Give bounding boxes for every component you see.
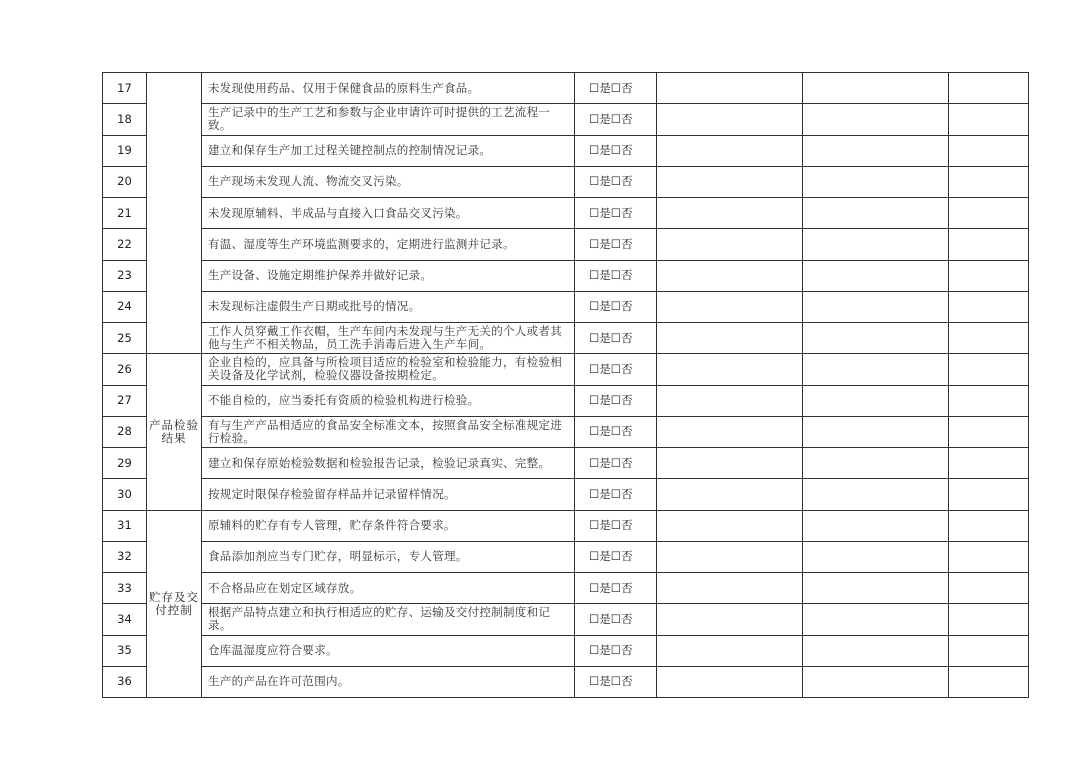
blank-cell[interactable] <box>657 666 803 697</box>
blank-cell[interactable] <box>657 354 803 385</box>
yes-no-checkbox[interactable]: ☐是☐否 <box>575 510 657 541</box>
table-row <box>103 416 1029 447</box>
row-number: 26 <box>103 354 147 385</box>
check-item-text: 不合格品应在划定区域存放。 <box>202 573 575 604</box>
row-number: 20 <box>103 166 147 197</box>
yes-no-checkbox[interactable]: ☐是☐否 <box>575 104 657 135</box>
blank-cell[interactable] <box>949 260 1029 291</box>
check-item-text: 未发现原辅料、半成品与直接入口食品交叉污染。 <box>202 198 575 229</box>
blank-cell[interactable] <box>657 416 803 447</box>
blank-cell[interactable] <box>803 135 949 166</box>
blank-cell[interactable] <box>657 198 803 229</box>
blank-cell[interactable] <box>657 604 803 635</box>
yes-no-checkbox[interactable]: ☐是☐否 <box>575 635 657 666</box>
row-number: 24 <box>103 291 147 322</box>
check-item-text: 建立和保存生产加工过程关键控制点的控制情况记录。 <box>202 135 575 166</box>
blank-cell[interactable] <box>803 198 949 229</box>
blank-cell[interactable] <box>803 666 949 697</box>
blank-cell[interactable] <box>657 104 803 135</box>
blank-cell[interactable] <box>803 166 949 197</box>
blank-cell[interactable] <box>657 73 803 104</box>
blank-cell[interactable] <box>949 166 1029 197</box>
checklist-table <box>102 72 1029 698</box>
yes-no-checkbox[interactable]: ☐是☐否 <box>575 541 657 572</box>
table-row <box>103 354 1029 385</box>
blank-cell[interactable] <box>949 135 1029 166</box>
blank-cell[interactable] <box>949 73 1029 104</box>
row-number: 23 <box>103 260 147 291</box>
blank-cell[interactable] <box>949 291 1029 322</box>
row-number: 19 <box>103 135 147 166</box>
table-row <box>103 135 1029 166</box>
table-row <box>103 604 1029 635</box>
blank-cell[interactable] <box>949 416 1029 447</box>
row-number: 27 <box>103 385 147 416</box>
check-item-text: 未发现标注虚假生产日期或批号的情况。 <box>202 291 575 322</box>
check-item-text: 根据产品特点建立和执行相适应的贮存、运输及交付控制制度和记录。 <box>202 604 575 635</box>
row-number: 22 <box>103 229 147 260</box>
blank-cell[interactable] <box>949 229 1029 260</box>
blank-cell[interactable] <box>803 104 949 135</box>
table-row <box>103 323 1029 354</box>
row-number: 33 <box>103 573 147 604</box>
blank-cell[interactable] <box>803 635 949 666</box>
table-row <box>103 510 1029 541</box>
check-item-text: 生产记录中的生产工艺和参数与企业申请许可时提供的工艺流程一致。 <box>202 104 575 135</box>
blank-cell[interactable] <box>803 229 949 260</box>
blank-cell[interactable] <box>803 385 949 416</box>
yes-no-checkbox[interactable]: ☐是☐否 <box>575 166 657 197</box>
yes-no-checkbox[interactable]: ☐是☐否 <box>575 479 657 510</box>
blank-cell[interactable] <box>803 354 949 385</box>
blank-cell[interactable] <box>803 416 949 447</box>
blank-cell[interactable] <box>803 448 949 479</box>
check-item-text: 按规定时限保存检验留存样品并记录留样情况。 <box>202 479 575 510</box>
yes-no-checkbox[interactable]: ☐是☐否 <box>575 416 657 447</box>
blank-cell[interactable] <box>803 541 949 572</box>
blank-cell[interactable] <box>949 104 1029 135</box>
table-row <box>103 291 1029 322</box>
check-item-text: 有温、湿度等生产环境监测要求的，定期进行监测并记录。 <box>202 229 575 260</box>
blank-cell[interactable] <box>949 354 1029 385</box>
blank-cell[interactable] <box>657 323 803 354</box>
blank-cell[interactable] <box>803 573 949 604</box>
row-number: 21 <box>103 198 147 229</box>
checklist-body <box>103 73 1029 698</box>
blank-cell[interactable] <box>949 666 1029 697</box>
check-item-text: 不能自检的，应当委托有资质的检验机构进行检验。 <box>202 385 575 416</box>
check-item-text: 建立和保存原始检验数据和检验报告记录，检验记录真实、完整。 <box>202 448 575 479</box>
row-number: 34 <box>103 604 147 635</box>
yes-no-checkbox[interactable]: ☐是☐否 <box>575 73 657 104</box>
blank-cell[interactable] <box>657 448 803 479</box>
category-label: 产品检验结果 <box>149 417 199 445</box>
blank-cell[interactable] <box>803 510 949 541</box>
table-row <box>103 573 1029 604</box>
blank-cell[interactable] <box>949 479 1029 510</box>
row-number: 36 <box>103 666 147 697</box>
yes-no-checkbox[interactable]: ☐是☐否 <box>575 323 657 354</box>
table-row <box>103 260 1029 291</box>
category-cell-inspection <box>147 354 202 510</box>
check-item-text: 工作人员穿戴工作衣帽，生产车间内未发现与生产无关的个人或者其他与生产不相关物品，员工洗手消毒后进入生产车间。 <box>202 323 575 354</box>
category-label: 贮存及交付控制 <box>149 589 199 617</box>
row-number: 18 <box>103 104 147 135</box>
yes-no-checkbox[interactable]: ☐是☐否 <box>575 260 657 291</box>
blank-cell[interactable] <box>803 291 949 322</box>
blank-cell[interactable] <box>803 604 949 635</box>
blank-cell[interactable] <box>949 573 1029 604</box>
check-item-text: 未发现使用药品、仅用于保健食品的原料生产食品。 <box>202 73 575 104</box>
yes-no-checkbox[interactable]: ☐是☐否 <box>575 229 657 260</box>
table-row <box>103 166 1029 197</box>
table-row <box>103 541 1029 572</box>
yes-no-checkbox[interactable]: ☐是☐否 <box>575 198 657 229</box>
blank-cell[interactable] <box>657 166 803 197</box>
blank-cell[interactable] <box>657 229 803 260</box>
blank-cell[interactable] <box>949 198 1029 229</box>
row-number: 30 <box>103 479 147 510</box>
check-item-text: 仓库温湿度应符合要求。 <box>202 635 575 666</box>
blank-cell[interactable] <box>949 604 1029 635</box>
blank-cell[interactable] <box>949 541 1029 572</box>
check-item-text: 有与生产产品相适应的食品安全标准文本，按照食品安全标准规定进行检验。 <box>202 416 575 447</box>
category-cell-empty <box>147 73 202 354</box>
blank-cell[interactable] <box>657 291 803 322</box>
yes-no-checkbox[interactable]: ☐是☐否 <box>575 573 657 604</box>
blank-cell[interactable] <box>949 635 1029 666</box>
blank-cell[interactable] <box>657 479 803 510</box>
row-number: 28 <box>103 416 147 447</box>
check-item-text: 企业自检的，应具备与所检项目适应的检验室和检验能力，有检验相关设备及化学试剂，检验仪器设备按期检定。 <box>202 354 575 385</box>
blank-cell[interactable] <box>803 260 949 291</box>
yes-no-checkbox[interactable]: ☐是☐否 <box>575 604 657 635</box>
blank-cell[interactable] <box>657 135 803 166</box>
table-row <box>103 635 1029 666</box>
table-row <box>103 666 1029 697</box>
blank-cell[interactable] <box>949 510 1029 541</box>
check-item-text: 原辅料的贮存有专人管理，贮存条件符合要求。 <box>202 510 575 541</box>
table-row <box>103 229 1029 260</box>
table-row <box>103 479 1029 510</box>
blank-cell[interactable] <box>803 479 949 510</box>
table-row <box>103 448 1029 479</box>
check-item-text: 生产设备、设施定期维护保养并做好记录。 <box>202 260 575 291</box>
yes-no-checkbox[interactable]: ☐是☐否 <box>575 448 657 479</box>
row-number: 29 <box>103 448 147 479</box>
blank-cell[interactable] <box>949 385 1029 416</box>
row-number: 17 <box>103 73 147 104</box>
row-number: 32 <box>103 541 147 572</box>
blank-cell[interactable] <box>949 448 1029 479</box>
blank-cell[interactable] <box>803 73 949 104</box>
table-row <box>103 104 1029 135</box>
row-number: 25 <box>103 323 147 354</box>
table-row <box>103 73 1029 104</box>
blank-cell[interactable] <box>949 323 1029 354</box>
row-number: 35 <box>103 635 147 666</box>
table-row <box>103 198 1029 229</box>
yes-no-checkbox[interactable]: ☐是☐否 <box>575 354 657 385</box>
blank-cell[interactable] <box>657 260 803 291</box>
blank-cell[interactable] <box>657 635 803 666</box>
blank-cell[interactable] <box>657 573 803 604</box>
category-cell-storage <box>147 510 202 698</box>
yes-no-checkbox[interactable]: ☐是☐否 <box>575 291 657 322</box>
blank-cell[interactable] <box>657 385 803 416</box>
blank-cell[interactable] <box>657 510 803 541</box>
yes-no-checkbox[interactable]: ☐是☐否 <box>575 135 657 166</box>
check-item-text: 食品添加剂应当专门贮存，明显标示，专人管理。 <box>202 541 575 572</box>
blank-cell[interactable] <box>803 323 949 354</box>
blank-cell[interactable] <box>657 541 803 572</box>
check-item-text: 生产现场未发现人流、物流交叉污染。 <box>202 166 575 197</box>
yes-no-checkbox[interactable]: ☐是☐否 <box>575 385 657 416</box>
table-row <box>103 385 1029 416</box>
check-item-text: 生产的产品在许可范围内。 <box>202 666 575 697</box>
yes-no-checkbox[interactable]: ☐是☐否 <box>575 666 657 697</box>
row-number: 31 <box>103 510 147 541</box>
